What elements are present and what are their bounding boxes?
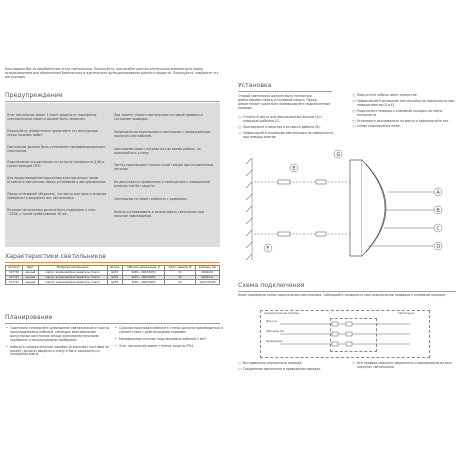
list-item: □ Вы правильно определили провода. xyxy=(243,362,343,366)
install-rule xyxy=(238,91,332,92)
callout-label: B xyxy=(436,207,440,214)
spec-cell: GX53 xyxy=(107,280,122,285)
spec-cell: черный xyxy=(22,270,38,275)
list-item: □ Все провода надежно закреплены и изолированы во всех корпусах светильника. xyxy=(357,362,460,370)
spec-header: Размеры, мм xyxy=(195,266,219,271)
warning-right-column xyxy=(114,114,216,219)
spec-cell: корпус алюминий/рассеиватель стекло xyxy=(38,280,107,285)
wiring-rule xyxy=(238,291,456,292)
wiring-right-list xyxy=(352,362,460,370)
list-item: □ Подключите провода к клеммной колодке согласно полярности. xyxy=(357,110,460,118)
warning-title: Предупреждение xyxy=(5,92,63,99)
spec-cell: GX53 xyxy=(107,270,122,275)
list-item: □ Зафиксируйте основание светильника на поверхности при помощи винтов (D и E). xyxy=(357,100,460,108)
install-left-list xyxy=(238,116,337,140)
wiring-label-neutral: Нейтраль (N) xyxy=(266,330,284,333)
spec-header: Рабочее напряжение, В xyxy=(122,266,165,271)
wiring-label-box: Соединительная коробка xyxy=(264,312,299,315)
lamp-body xyxy=(350,160,386,256)
list-item: • Тщательно планируйте размещение светильников и трассы прокладываемых кабелей, соблюдая максимальные допустимые расстояния между распределительными коробками и используемыми приборами. xyxy=(10,327,110,343)
list-item: □ Просверлите отверстия и вставьте дюбели (B). xyxy=(243,126,337,130)
spec-cell: 220V~ 240V/50Hz xyxy=(122,280,165,285)
list-item: □ Установите рассеиватель на место и зафиксируйте его. xyxy=(357,120,460,124)
spec-cell: корпус алюминий/рассеиватель стекло xyxy=(38,270,107,275)
spec-cell: черный xyxy=(22,280,38,285)
spec-header: Материал светильника xyxy=(38,266,107,271)
wiring-intro: Ниже приведена схема подключения светильника. Соблюдайте полярность при подключении проводов к клеммной колодке. xyxy=(238,293,446,297)
screw-group xyxy=(254,180,358,236)
callout-label: G xyxy=(336,151,341,158)
spec-cell: 317732 xyxy=(6,280,23,285)
warning-item: Для предотвращения поражения электрическим током отключите светильник перед установкой и обслуживанием. xyxy=(7,176,107,185)
warning-item: Подключение осуществляется согласно полярности (L/N) и существующим ПУЭ. xyxy=(7,160,105,169)
intro-text: Благодарим Вас за приобретение этого светильника. Пожалуйста, прочитайте данную инструкцию внимательно перед использованием для обеспечения безопасного и длительного функционирования данного продукта. Пожалуйста, сохраните эту инструкцию. xyxy=(5,67,219,79)
spec-cell: 220V~ 240V/50Hz xyxy=(122,270,165,275)
list-item: □ Соединение выполнено в правильном порядке. xyxy=(243,368,343,372)
callout-label: D xyxy=(436,243,441,250)
warning-item: Питание светильника должно быть подведено к сети ~230В, с током срабатывания 30 мА. xyxy=(7,207,96,216)
spec-cell: GX53 xyxy=(107,275,122,280)
list-item: □ Пропустите кабель через отверстие. xyxy=(357,94,460,98)
warning-rule xyxy=(5,101,220,102)
warning-item: Светильник не может работать с диммером. xyxy=(114,197,188,202)
spec-cell: 220V~ 240V/50Hz xyxy=(122,275,165,280)
install-right-list xyxy=(352,94,460,129)
plan-title: Планирование xyxy=(5,314,53,321)
spec-table xyxy=(5,265,220,285)
callout-label: F xyxy=(266,245,270,252)
spec-header: Артикул xyxy=(6,266,23,271)
plan-left-list xyxy=(5,327,110,357)
warning-item: Не допускается применение в помещениях с повышенной влажностью без защиты. xyxy=(114,180,210,189)
spec-cell: черный xyxy=(22,275,38,280)
plan-rule xyxy=(5,323,220,324)
spec-cell: 317731 xyxy=(6,275,23,280)
install-intro: Старый светильник должен быть полностью демонтирован перед установкой нового. Перед демонтажем тщательно промаркируйте подключенные провода. xyxy=(238,94,331,110)
spec-title: Характеристики светильников xyxy=(5,253,106,260)
warning-item: Этот светильник имеет 1 класс защиты от поражения электрическим током и должен быть заземлен. xyxy=(7,113,97,121)
warning-item: Чистку производите только сухой тканью при отключенном питании. xyxy=(114,163,214,172)
wiring-label-lamp: Светильник xyxy=(398,312,415,315)
spec-cell: 54 xyxy=(165,270,196,275)
warning-item: Перед установкой убедитесь, что место монтажа и опорная поверхность выдержат вес светильника. xyxy=(7,192,107,200)
wiring-label-phase: Фаза (L) xyxy=(266,320,278,323)
wiring-label-earth: Заземление xyxy=(266,340,283,343)
callout-label: A xyxy=(436,189,440,196)
spec-cell: Ø160x31 xyxy=(195,275,219,280)
list-item: • Скрытая прокладка кабелей в стенах должна производиться в соответствии с действующими нормами. xyxy=(119,327,223,335)
list-item: • Этот светильник имеет степень защиты IP54. xyxy=(119,345,223,349)
install-title: Установка xyxy=(238,82,272,89)
list-item: □ Схема подключения ниже. xyxy=(357,125,460,129)
spec-cell: 54 xyxy=(165,275,196,280)
warning-item: Пожалуйста, внимательно прочитайте эту инструкцию перед началом работ. xyxy=(7,128,98,137)
wiring-left-list xyxy=(238,362,343,372)
warning-item: Светильник должен быть установлен квалифицированным электриком. xyxy=(7,144,105,153)
wiring-lines xyxy=(260,310,428,356)
spec-rule xyxy=(5,262,220,263)
callout-label: E xyxy=(292,165,296,172)
table-row xyxy=(6,280,220,285)
list-item: • Минимальное сечение подключаемых кабелей 1 мм². xyxy=(119,338,223,342)
wall-hatch xyxy=(246,158,252,260)
spec-header: Цвет xyxy=(22,266,38,271)
spec-header: Класс защиты IP xyxy=(165,266,196,271)
installation-diagram xyxy=(238,148,456,268)
warning-item: Светильник может нагреваться во время работы, не прикасайтесь к нему. xyxy=(114,146,201,155)
warning-left-column xyxy=(7,114,107,217)
spec-cell: корпус алюминий/рассеиватель стекло xyxy=(38,275,107,280)
wiring-title: Схема подключения xyxy=(238,282,305,289)
spec-cell: 125x155x85 xyxy=(195,280,219,285)
list-item: □ Отметьте места для фиксационных винтов (А) с помощью шаблона (С). xyxy=(243,116,337,124)
spec-header: Цоколь xyxy=(107,266,122,271)
plan-right-list xyxy=(114,327,223,349)
callout-label: C xyxy=(436,225,440,232)
warning-item: Нельзя устанавливать и использовать светильник при наличии повреждений. xyxy=(114,209,205,218)
list-item: • Кабели в соединительные коробки (в комплект поставки не входят) должны вводиться снизу и быть защищены от попадания влаги. xyxy=(10,346,110,358)
list-item: □ Зафиксируйте основание светильника на поверхности при помощи винтов. xyxy=(243,132,337,140)
warning-item: При замене старого светильника на новый проверьте состояние проводки. xyxy=(114,113,203,121)
spec-cell: 54 xyxy=(165,280,196,285)
warning-item: Запрещено эксплуатировать светильник с поврежденным корпусом или кабелем. xyxy=(114,129,211,138)
spec-cell: 317730 xyxy=(6,270,23,275)
spec-cell: Ø160x31 xyxy=(195,270,219,275)
